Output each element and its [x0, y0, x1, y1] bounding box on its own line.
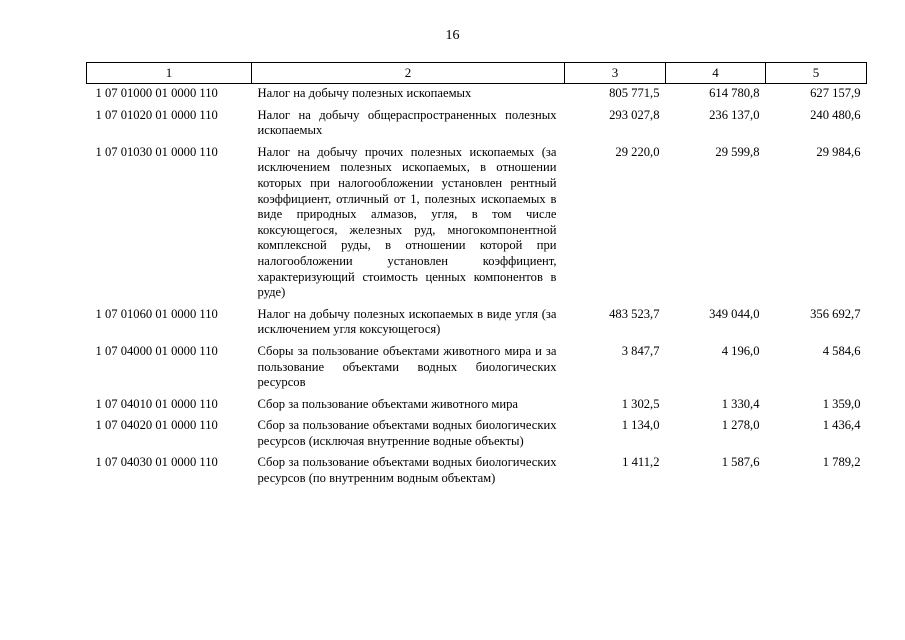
revenue-name-cell: Налог на добычу прочих полезных ископаемых (за исключением полезных ископаемых, в отношении которых при налогообложении установлен рентный коэффициент, отличный от 1, полезных ископаемых в виде природных алмазов, угля, в том числе коксующегося, железных руд, многокомпонентной комплексной руды, в отношении которой при налогообложении установлен коэффициент, характеризующий стоимость ценных компонентов в руде) — [257, 144, 557, 300]
budget-code-cell: 1 07 01060 01 0000 110 — [95, 306, 218, 321]
value-col3-cell: 1 411,2 — [622, 455, 660, 470]
budget-code-cell: 1 07 04010 01 0000 110 — [95, 396, 218, 411]
budget-revenue-table — [86, 62, 867, 491]
value-col3-cell: 483 523,7 — [609, 306, 660, 321]
value-col4-cell: 614 780,8 — [709, 86, 760, 100]
table-row — [87, 143, 867, 305]
value-col4-cell: 1 278,0 — [721, 418, 760, 433]
budget-code-cell: 1 07 04030 01 0000 110 — [95, 455, 218, 470]
column-header-2: 2 — [252, 63, 565, 84]
table-row — [87, 84, 867, 106]
table-row — [87, 453, 867, 490]
value-col5-cell: 4 584,6 — [822, 343, 861, 358]
value-col4-cell: 1 587,6 — [721, 455, 760, 470]
value-col5-cell: 1 789,2 — [822, 455, 861, 470]
column-header-5: 5 — [766, 63, 867, 84]
value-col5-cell: 1 436,4 — [822, 418, 861, 433]
budget-code-cell: 1 07 01000 01 0000 110 — [95, 86, 218, 100]
value-col4-cell: 349 044,0 — [709, 306, 760, 321]
value-col5-cell: 29 984,6 — [816, 144, 861, 159]
value-col4-cell: 1 330,4 — [721, 396, 760, 411]
revenue-name-cell: Налог на добычу общераспространенных полезных ископаемых — [257, 107, 557, 138]
page-number: 16 — [445, 28, 460, 43]
table-header-row — [87, 63, 867, 84]
revenue-name-cell: Сборы за пользование объектами животного мира и за пользование объектами водных биологических ресурсов — [257, 343, 557, 390]
revenue-name-cell: Налог на добычу полезных ископаемых в виде угля (за исключением угля коксующегося) — [257, 306, 557, 337]
value-col3-cell: 1 302,5 — [621, 396, 660, 411]
value-col3-cell: 1 134,0 — [621, 418, 660, 433]
table-row — [87, 305, 867, 342]
budget-code-cell: 1 07 01020 01 0000 110 — [95, 107, 218, 122]
table-row — [87, 106, 867, 143]
value-col5-cell: 240 480,6 — [810, 107, 861, 122]
revenue-name-cell: Сбор за пользование объектами водных биологических ресурсов (исключая внутренние водные объекты) — [257, 418, 557, 448]
budget-code-cell: 1 07 01030 01 0000 110 — [95, 144, 218, 159]
value-col5-cell: 627 157,9 — [810, 86, 861, 100]
budget-code-cell: 1 07 04000 01 0000 110 — [95, 343, 218, 358]
table-row — [87, 416, 867, 453]
table-row — [87, 342, 867, 395]
value-col3-cell: 29 220,0 — [615, 144, 660, 159]
value-col3-cell: 805 771,5 — [609, 86, 660, 100]
column-header-4: 4 — [666, 63, 766, 84]
revenue-name-cell: Сбор за пользование объектами животного мира — [257, 396, 519, 411]
value-col5-cell: 1 359,0 — [822, 396, 861, 411]
value-col3-cell: 293 027,8 — [609, 107, 660, 122]
revenue-name-cell: Сбор за пользование объектами водных биологических ресурсов (по внутренним водным объектам) — [257, 455, 557, 486]
value-col4-cell: 4 196,0 — [721, 343, 760, 358]
budget-code-cell: 1 07 04020 01 0000 110 — [95, 418, 218, 433]
value-col4-cell: 236 137,0 — [709, 107, 760, 122]
table-row — [87, 395, 867, 417]
value-col4-cell: 29 599,8 — [715, 144, 760, 159]
revenue-name-cell: Налог на добычу полезных ископаемых — [257, 86, 472, 100]
column-header-1: 1 — [87, 63, 252, 84]
value-col3-cell: 3 847,7 — [621, 343, 660, 358]
value-col5-cell: 356 692,7 — [810, 306, 861, 321]
column-header-3: 3 — [565, 63, 666, 84]
